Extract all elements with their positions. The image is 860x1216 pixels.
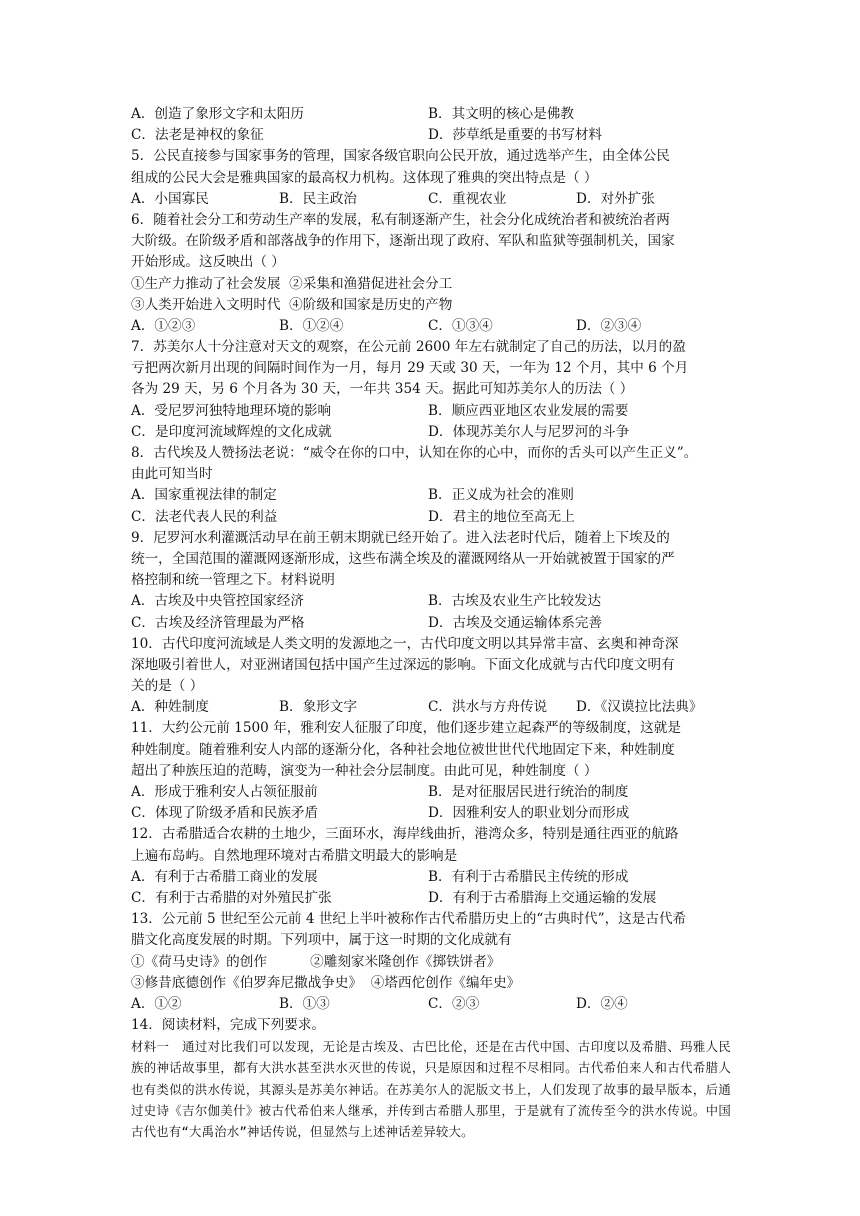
options-row [131, 613, 731, 634]
question-stem-line: 6．随着社会分工和劳动生产率的发展，私有制逐渐产生，社会分化成统治者和被统治者两 [131, 211, 670, 228]
option-d: D．古埃及交通运输体系完善 [428, 614, 603, 631]
option-a: A．古埃及中央管控国家经济 [131, 593, 304, 610]
options-row [131, 591, 731, 612]
question-list [131, 146, 731, 1015]
question-block [131, 634, 731, 719]
question-stem-line: 各为 29 天，另 6 个月各为 30 天，一年共 354 天。据此可知苏美尔人的历法（ ） [131, 381, 634, 398]
options-row [131, 507, 731, 528]
option-a: A．受尼罗河独特地理环境的影响 [131, 402, 332, 419]
question-stem-line: 亏把两次新月出现的间隔时间作为一月，每月 29 天或 30 天，一年为 12 个月，其中 6 个月 [131, 360, 689, 377]
question-stem-line: 5．公民直接参与国家事务的管理，国家各级官职向公民开放，通过选举产生，由全体公民 [131, 148, 670, 165]
option-d: D．有利于古希腊海上交通运输的发展 [428, 889, 657, 906]
options-row [131, 316, 731, 337]
question-stem-line: 超出了种族压迫的范畴，演变为一种社会分层制度。由此可见，种姓制度（ ） [131, 762, 598, 779]
question-stem-line: 12．古希腊适合农耕的土地少，三面环水，海岸线曲折，港湾众多，特别是通往西亚的航路 [131, 826, 679, 843]
question-sub-item: ①生产力推动了社会发展 ②采集和渔猎促进社会分工 [131, 275, 453, 292]
option-a: A．国家重视法律的制定 [131, 487, 277, 504]
option-a: A．①②③ [131, 317, 196, 334]
option-a: A．小国寡民 [131, 190, 209, 207]
option-b: B．顺应西亚地区农业发展的需要 [428, 402, 629, 419]
option-d: D．对外扩张 [576, 190, 655, 207]
option-d: D．《汉谟拉比法典》 [576, 699, 703, 716]
question-stem-line: 深地吸引着世人，对亚洲诸国包括中国产生过深远的影响。下面文化成就与古代印度文明有 [131, 656, 675, 673]
options-row [131, 888, 731, 909]
options-row [131, 401, 731, 422]
option-d: D．体现苏美尔人与尼罗河的斗争 [428, 423, 630, 440]
question-stem-line: 8．古代埃及人赞扬法老说：“威令在你的口中，认知在你的心中，而你的舌头可以产生正义”。 [131, 445, 698, 461]
question-stem-line: 13．公元前 5 世纪至公元前 4 世纪上半叶被称作古代希腊历史上的“古典时代”，这是古代希 [131, 911, 687, 928]
options-row [131, 697, 731, 718]
q14-material-1 [131, 1036, 731, 1142]
q4-option-a: A．创造了象形文字和太阳历 [131, 106, 304, 122]
option-c: C．①③④ [428, 317, 493, 334]
q4-option-b: B．其文明的核心是佛教 [428, 106, 574, 122]
question-stem-line: 大阶级。在阶级矛盾和部落战争的作用下，逐渐出现了政府、军队和监狱等强制机关，国家 [131, 233, 675, 250]
option-b: B．是对征服居民进行统治的制度 [428, 784, 629, 800]
option-c: C．②③ [428, 995, 480, 1012]
material-1-text: 材料一 通过对比我们可以发现，无论是古埃及、古巴比伦，还是在古代中国、古印度以及希腊、玛雅人民族的神话故事里，都有大洪水甚至洪水灭世的传说，只是原因和过程不尽相同。古代希伯来人和古代希腊人也有类似的洪水传说，其源头是苏美尔神话。在苏美尔人的泥版文书上，人们发现了故事的最早版本，后通过史诗《吉尔伽美什》被古代希伯来人继承，并传到古希腊人那里，于是就有了流传至今的洪水传说。中国古代也有“大禹治水”神话传说，但显然与上述神话差异较大。 [131, 1039, 731, 1140]
question-stem-line: 由此可知当时 [131, 466, 213, 483]
question-stem-line: 腊文化高度发展的时期。下列项中，属于这一时期的文化成就有 [131, 932, 512, 949]
options-row [131, 782, 731, 803]
q4-option-d: D．莎草纸是重要的书写材料 [428, 127, 603, 144]
question-stem-line: 上遍布岛屿。自然地理环境对古希腊文明最大的影响是 [131, 847, 458, 864]
options-row [131, 867, 731, 888]
question-block [131, 210, 731, 337]
option-b: B．①②④ [279, 317, 344, 334]
option-d: D．②④ [576, 995, 628, 1012]
option-d: D．②③④ [576, 317, 642, 334]
question-stem-line: 组成的公民大会是雅典国家的最高权力机构。这体现了雅典的突出特点是（ ） [131, 169, 598, 186]
question-stem-line: 11．大约公元前 1500 年，雅利安人征服了印度，他们逐步建立起森严的等级制度，这就是 [131, 720, 681, 737]
question-stem-line: 开始形成。这反映出（ ） [131, 254, 285, 271]
option-c: C．有利于古希腊的对外殖民扩张 [131, 889, 332, 906]
question-block [131, 909, 731, 1015]
option-c: C．古埃及经济管理最为严格 [131, 614, 305, 631]
question-sub-item: ③人类开始进入文明时代 ④阶级和国家是历史的产物 [131, 296, 453, 313]
question-sub-item: ①《荷马史诗》的创作 ②雕刻家米隆创作《掷铁饼者》 [131, 953, 501, 970]
option-b: B．有利于古希腊民主传统的形成 [428, 868, 629, 885]
option-b: B．古埃及农业生产比较发达 [428, 593, 602, 610]
option-a: A．有利于古希腊工商业的发展 [131, 868, 318, 885]
options-row [131, 189, 731, 210]
option-c: C．体现了阶级矛盾和民族矛盾 [131, 805, 319, 822]
options-row [131, 485, 731, 506]
question-stem-line: 7．苏美尔人十分注意对天文的观察，在公元前 2600 年左右就制定了自己的历法，以月的盈 [131, 339, 686, 356]
question-stem-line: 种姓制度。随着雅利安人内部的逐渐分化，各种社会地位被世世代代地固定下来，种姓制度 [131, 741, 675, 758]
options-row [131, 994, 731, 1015]
option-b: B．象形文字 [279, 699, 357, 716]
options-row [131, 803, 731, 824]
q4-options-row-1 [131, 104, 731, 125]
option-b: B．民主政治 [279, 190, 357, 207]
question-stem-line: 关的是（ ） [131, 678, 204, 695]
option-c: C．洪水与方舟传说 [428, 699, 548, 716]
question-block [131, 146, 731, 210]
question-block [131, 337, 731, 443]
option-b: B．①③ [279, 995, 330, 1012]
option-a: A．形成于雅利安人占领征服前 [131, 784, 318, 800]
question-block [131, 528, 731, 634]
question-stem-line: 格控制和统一管理之下。材料说明 [131, 572, 335, 589]
option-b: B．正义成为社会的准则 [428, 487, 574, 504]
option-d: D．君主的地位至高无上 [428, 508, 575, 525]
option-d: D．因雅利安人的职业划分而形成 [428, 805, 630, 822]
question-sub-item: ③修昔底德创作《伯罗奔尼撒战争史》 ④塔西佗创作《编年史》 [131, 974, 521, 991]
question-stem-line: 10．古代印度河流域是人类文明的发源地之一，古代印度文明以其异常丰富、玄奥和神奇深 [131, 635, 679, 652]
option-c: C．是印度河流域辉煌的文化成就 [131, 423, 332, 440]
q4-option-c: C．法老是神权的象征 [131, 127, 264, 144]
option-c: C．重视农业 [428, 190, 507, 207]
options-row [131, 422, 731, 443]
question-block [131, 718, 731, 824]
q4-options-row-2 [131, 125, 731, 146]
question-block [131, 443, 731, 528]
question-stem-line: 统一，全国范围的灌溉网逐渐形成，这些布满全埃及的灌溉网络从一开始就被置于国家的严 [131, 550, 675, 567]
option-a: A．①② [131, 995, 182, 1012]
question-stem-line: 9．尼罗河水利灌溉活动早在前王朝末期就已经开始了。进入法老时代后，随着上下埃及的 [131, 529, 670, 546]
exam-content [131, 104, 731, 1142]
option-c: C．法老代表人民的利益 [131, 508, 278, 525]
option-a: A．种姓制度 [131, 699, 209, 716]
question-block [131, 824, 731, 909]
q14-title: 14．阅读材料，完成下列要求。 [131, 1017, 326, 1034]
